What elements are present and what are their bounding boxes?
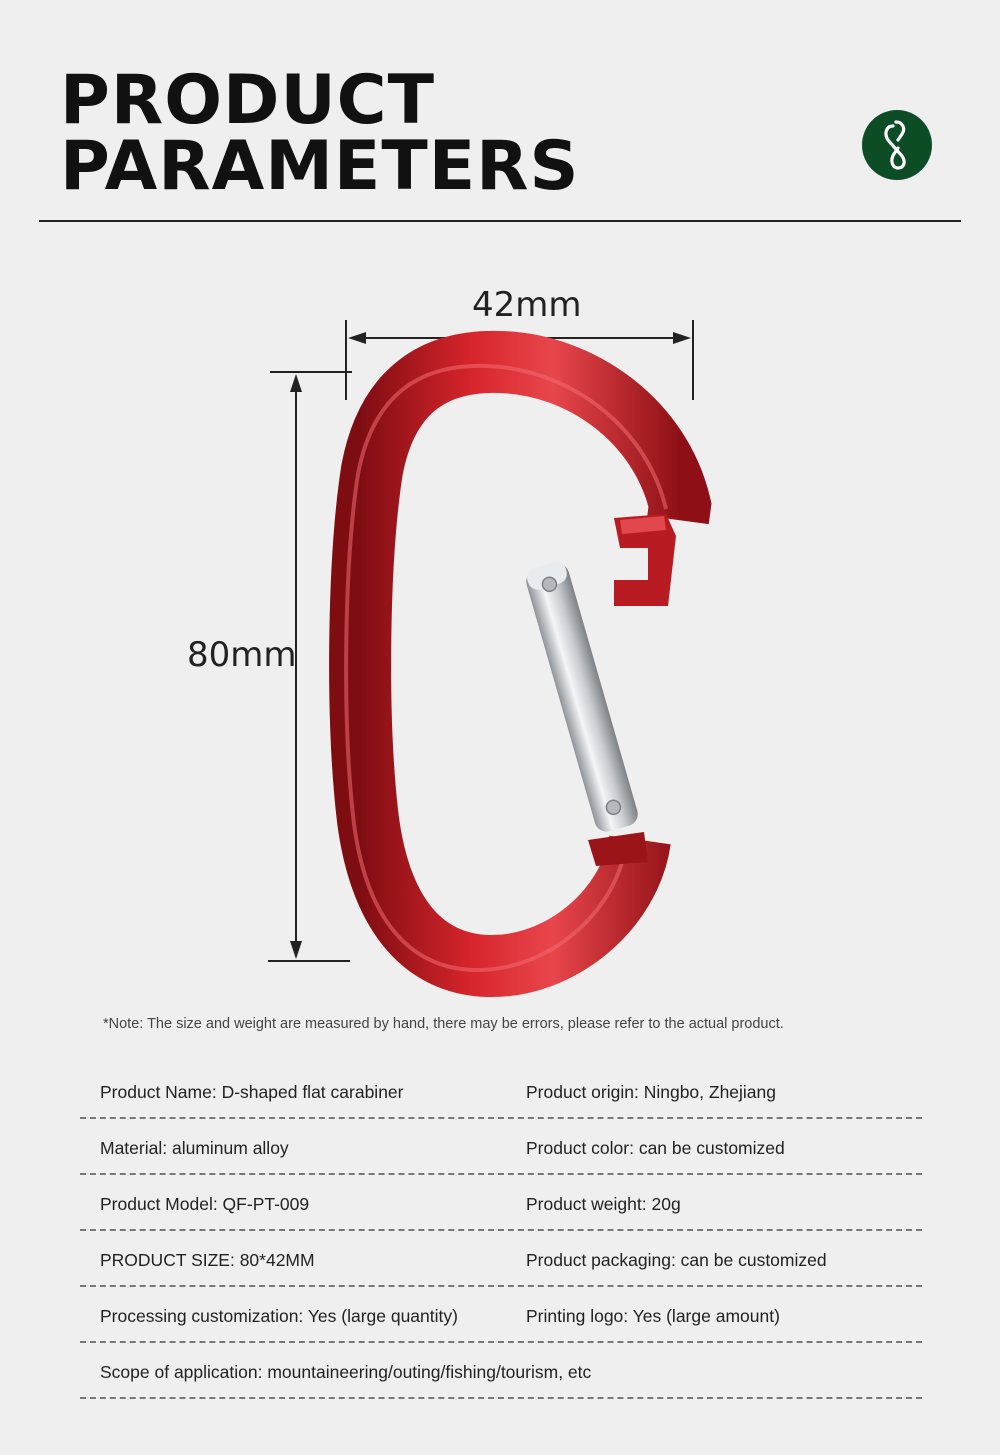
parameter-row (80, 1119, 922, 1175)
brand-logo (862, 110, 932, 180)
param-printing-logo: Printing logo: Yes (large amount) (526, 1306, 780, 1326)
measurement-note: *Note: The size and weight are measured by hand, there may be errors, please refer to the actual product. (103, 1016, 784, 1032)
parameter-row (80, 1343, 922, 1399)
param-product-name: Product Name: D-shaped flat carabiner (100, 1082, 404, 1102)
param-product-model: Product Model: QF-PT-009 (100, 1194, 310, 1214)
param-product-color: Product color: can be customized (526, 1138, 785, 1158)
param-processing-customization: Processing customization: Yes (large quantity) (100, 1306, 458, 1326)
carabiner-body (346, 362, 680, 970)
param-material: Material: aluminum alloy (100, 1138, 289, 1158)
title-line-2: PARAMETERS (60, 127, 580, 206)
parameter-row (80, 1287, 922, 1343)
parameter-row (80, 1063, 922, 1119)
page-title (60, 61, 580, 206)
width-dimension-label: 42mm (472, 285, 582, 325)
param-product-size: PRODUCT SIZE: 80*42MM (100, 1250, 315, 1270)
product-figure (0, 240, 1000, 1000)
header-divider (39, 220, 961, 222)
parameter-row (80, 1175, 922, 1231)
parameter-row (80, 1231, 922, 1287)
param-product-origin: Product origin: Ningbo, Zhejiang (526, 1082, 777, 1102)
param-scope-of-application: Scope of application: mountaineering/outing/fishing/tourism, etc (100, 1362, 592, 1382)
height-dimension-label: 80mm (187, 635, 297, 675)
param-product-packaging: Product packaging: can be customized (526, 1250, 827, 1270)
title-line-1: PRODUCT (60, 61, 435, 140)
param-product-weight: Product weight: 20g (526, 1194, 681, 1214)
parameter-table (80, 1063, 922, 1399)
